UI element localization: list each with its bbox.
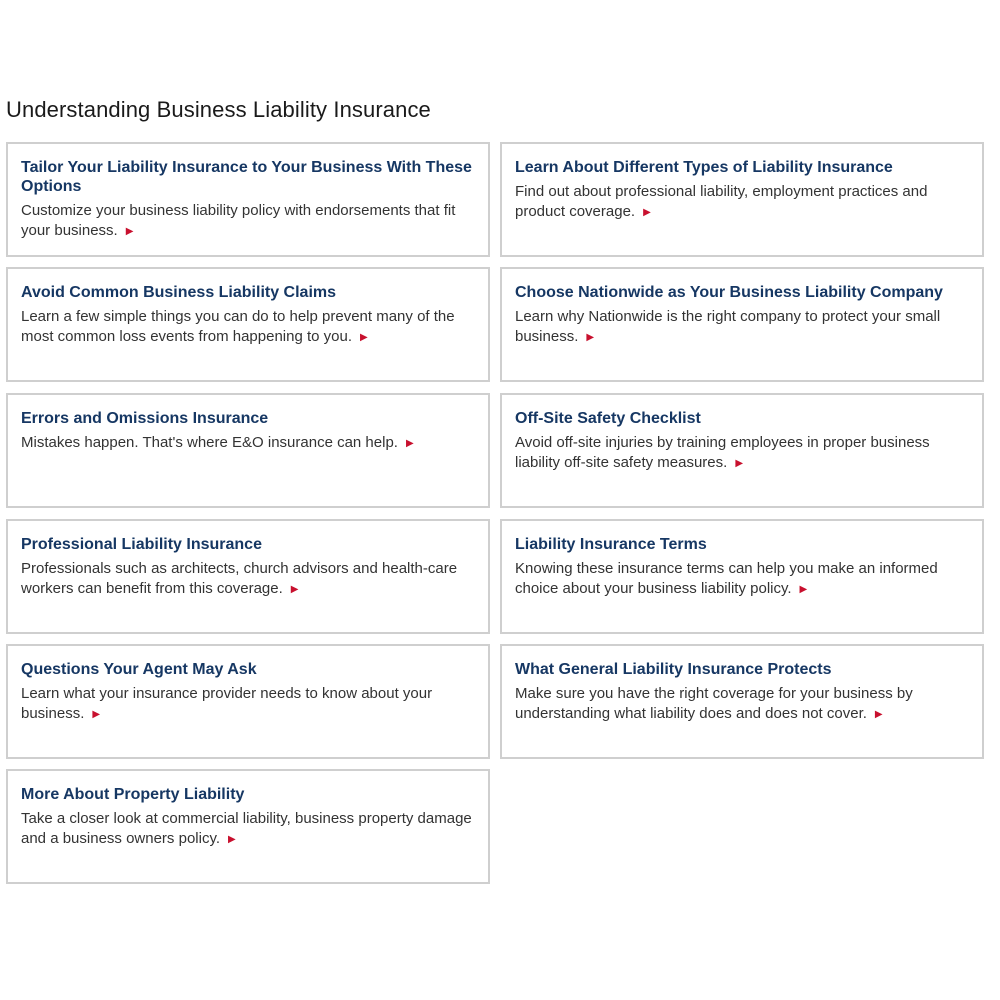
card-offsite-safety[interactable] <box>500 393 984 508</box>
arrow-right-icon[interactable]: ▶ <box>586 332 595 343</box>
card-description: Find out about professional liability, employment practices and product coverage. ▶ <box>515 182 970 223</box>
card-description: Knowing these insurance terms can help you make an informed choice about your business liability policy. ▶ <box>515 559 970 600</box>
card-description: Avoid off-site injuries by training employees in proper business liability off-site safety measures. ▶ <box>515 433 970 474</box>
card-description: Professionals such as architects, church advisors and health-care workers can benefit from this coverage. ▶ <box>21 559 476 600</box>
card-tailor-liability[interactable] <box>6 142 490 257</box>
arrow-right-icon[interactable]: ▶ <box>874 709 883 720</box>
card-property-liability[interactable] <box>6 769 490 884</box>
card-description: Customize your business liability policy with endorsements that fit your business. ▶ <box>21 201 476 242</box>
card-description: Learn why Nationwide is the right company to protect your small business. ▶ <box>515 307 970 348</box>
card-description: Mistakes happen. That's where E&O insurance can help. ▶ <box>21 433 476 454</box>
page-title: Understanding Business Liability Insurance <box>6 97 431 122</box>
card-choose-nationwide[interactable] <box>500 267 984 382</box>
card-title[interactable]: Professional Liability Insurance <box>21 536 262 553</box>
card-title[interactable]: Errors and Omissions Insurance <box>21 410 269 427</box>
card-professional-liability[interactable] <box>6 519 490 634</box>
arrow-right-icon[interactable]: ▶ <box>643 207 651 218</box>
arrow-right-icon[interactable]: ▶ <box>799 584 808 595</box>
card-description: Learn a few simple things you can do to help prevent many of the most common loss events from happening to you. ▶ <box>21 307 476 348</box>
arrow-right-icon[interactable]: ▶ <box>228 834 236 845</box>
arrow-right-icon[interactable]: ▶ <box>405 438 414 449</box>
arrow-right-icon[interactable]: ▶ <box>290 584 299 595</box>
card-title[interactable]: Liability Insurance Terms <box>515 536 707 553</box>
arrow-right-icon[interactable]: ▶ <box>360 332 368 343</box>
arrow-right-icon[interactable]: ▶ <box>92 709 101 720</box>
card-general-liability[interactable] <box>500 644 984 759</box>
card-title[interactable]: Learn About Different Types of Liability Insurance <box>515 159 893 176</box>
card-agent-questions[interactable] <box>6 644 490 759</box>
card-types-of-liability[interactable] <box>500 142 984 257</box>
card-title[interactable]: More About Property Liability <box>21 786 245 803</box>
card-title[interactable]: What General Liability Insurance Protects <box>515 661 832 678</box>
arrow-right-icon[interactable]: ▶ <box>125 226 134 237</box>
card-title[interactable]: Off-Site Safety Checklist <box>515 410 701 427</box>
card-title[interactable]: Choose Nationwide as Your Business Liability Company <box>515 284 943 301</box>
card-description: Make sure you have the right coverage for your business by understanding what liability does and does not cover. ▶ <box>515 684 970 725</box>
card-description: Learn what your insurance provider needs to know about your business. ▶ <box>21 684 476 725</box>
card-description: Take a closer look at commercial liability, business property damage and a business owners policy. ▶ <box>21 809 476 850</box>
card-avoid-claims[interactable] <box>6 267 490 382</box>
card-title[interactable]: Avoid Common Business Liability Claims <box>21 284 337 301</box>
card-errors-omissions[interactable] <box>6 393 490 508</box>
card-title[interactable]: Questions Your Agent May Ask <box>21 661 257 678</box>
arrow-right-icon[interactable]: ▶ <box>735 458 744 469</box>
card-title[interactable]: Tailor Your Liability Insurance to Your Business With These Options <box>21 159 472 195</box>
card-insurance-terms[interactable] <box>500 519 984 634</box>
